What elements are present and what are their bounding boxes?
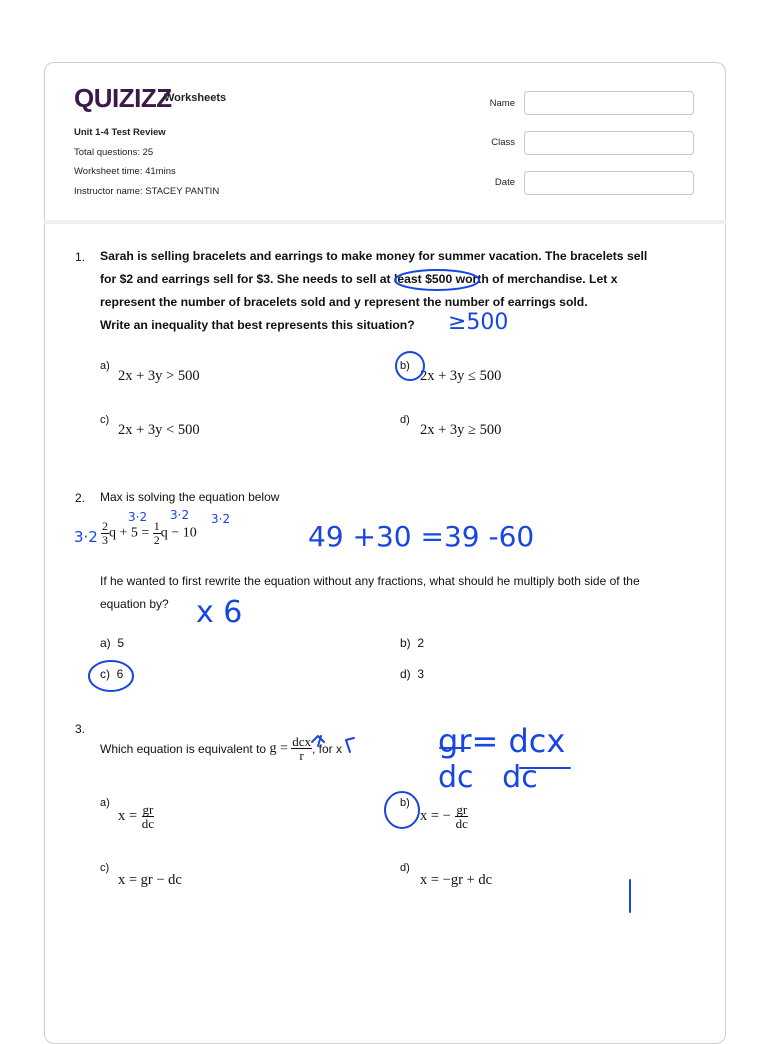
question-text-line: represent the number of bracelets sold and y represent the number of earrings sold.	[100, 295, 588, 309]
option-d: d) 3	[400, 667, 425, 681]
name-label: Name	[489, 98, 515, 109]
worksheet-card	[44, 62, 726, 1044]
option-c-text: x = gr − dc	[118, 872, 182, 888]
ink-work-top: gr= dcx	[438, 722, 566, 760]
question-text-line: If he wanted to first rewrite the equation without any fractions, what should he multiply both side of the	[100, 574, 640, 588]
ink-multiplier: 3·2	[170, 508, 190, 522]
class-label: Class	[491, 137, 515, 148]
class-field[interactable]	[524, 131, 694, 155]
option-a-text: x = $\frac{gr}{dc}$	[118, 802, 155, 831]
option-letter: c)	[100, 414, 110, 426]
question-text-line: Sarah is selling bracelets and earrings to make money for summer vacation. The bracelets sell	[100, 249, 648, 263]
quizizz-logo: QUIZIZZ	[74, 83, 172, 113]
option-c-text: 2x + 3y < 500	[118, 422, 200, 438]
question-number: 3.	[75, 722, 86, 736]
worksheet-time: Worksheet time: 41mins	[74, 166, 176, 177]
logo-subtitle: Worksheets	[164, 92, 227, 104]
question-prompt: Max is solving the equation below	[100, 490, 280, 504]
fraction: $\frac{1}{2}$	[153, 519, 160, 547]
instructor-name: Instructor name: STACEY PANTIN	[74, 186, 220, 197]
ink-work: 49 +30 =39 -60	[308, 520, 535, 553]
ink-note: ≥500	[448, 310, 509, 335]
name-field[interactable]	[524, 91, 694, 115]
question-number: 2.	[75, 491, 86, 505]
ink-work-bottom: dc dc	[438, 760, 538, 795]
fraction: $\frac{2}{3}$	[102, 519, 108, 547]
worksheet-title: Unit 1-4 Test Review	[74, 127, 166, 138]
fraction: $\frac{\text{dcx}}{r}$	[292, 734, 311, 763]
question-text-line: for $2 and earrings sell for $3. She needs to sell at least $500 worth of merchandise. Let x	[100, 272, 618, 286]
option-a-text: 2x + 3y > 500	[118, 368, 200, 384]
option-letter: b)	[400, 360, 410, 372]
option-letter: a)	[100, 797, 110, 809]
equation: $\frac{2}{3}$ q + 5 = $\frac{1}{2}$ q − 10	[102, 519, 197, 547]
option-c: c) 6	[100, 667, 124, 681]
question-text-line: equation by?	[100, 597, 169, 611]
option-b-text: 2x + 3y ≤ 500	[420, 368, 502, 384]
date-field[interactable]	[524, 171, 694, 195]
fraction: $\frac{gr}{dc}$	[141, 802, 155, 831]
option-d-text: 2x + 3y ≥ 500	[420, 422, 502, 438]
option-a: a) 5	[100, 636, 125, 650]
ink-answer: x 6	[196, 595, 243, 630]
option-letter: c)	[100, 862, 110, 874]
option-letter: d)	[400, 862, 410, 874]
question-text-line: Write an inequality that best represents this situation?	[100, 318, 415, 332]
question-number: 1.	[75, 250, 86, 264]
ink-multiplier: 3·2	[128, 510, 148, 524]
ink-multiplier: 3·2	[74, 528, 98, 546]
ink-multiplier: 3·2	[211, 512, 231, 526]
date-label: Date	[494, 177, 515, 188]
header-divider	[44, 220, 726, 224]
option-letter: d)	[400, 414, 410, 426]
option-letter: b)	[400, 797, 410, 809]
fraction: $\frac{gr}{dc}$	[455, 802, 468, 831]
option-b: b) 2	[400, 636, 425, 650]
option-b-text: x = − $\frac{gr}{dc}$	[420, 802, 468, 831]
question-prompt: Which equation is equivalent to g = $\frac{\text{dcx}}{r}$ , for x	[100, 734, 342, 763]
option-d-text: x = −gr + dc	[420, 872, 493, 888]
option-letter: a)	[100, 360, 110, 372]
total-questions: Total questions: 25	[74, 147, 154, 158]
